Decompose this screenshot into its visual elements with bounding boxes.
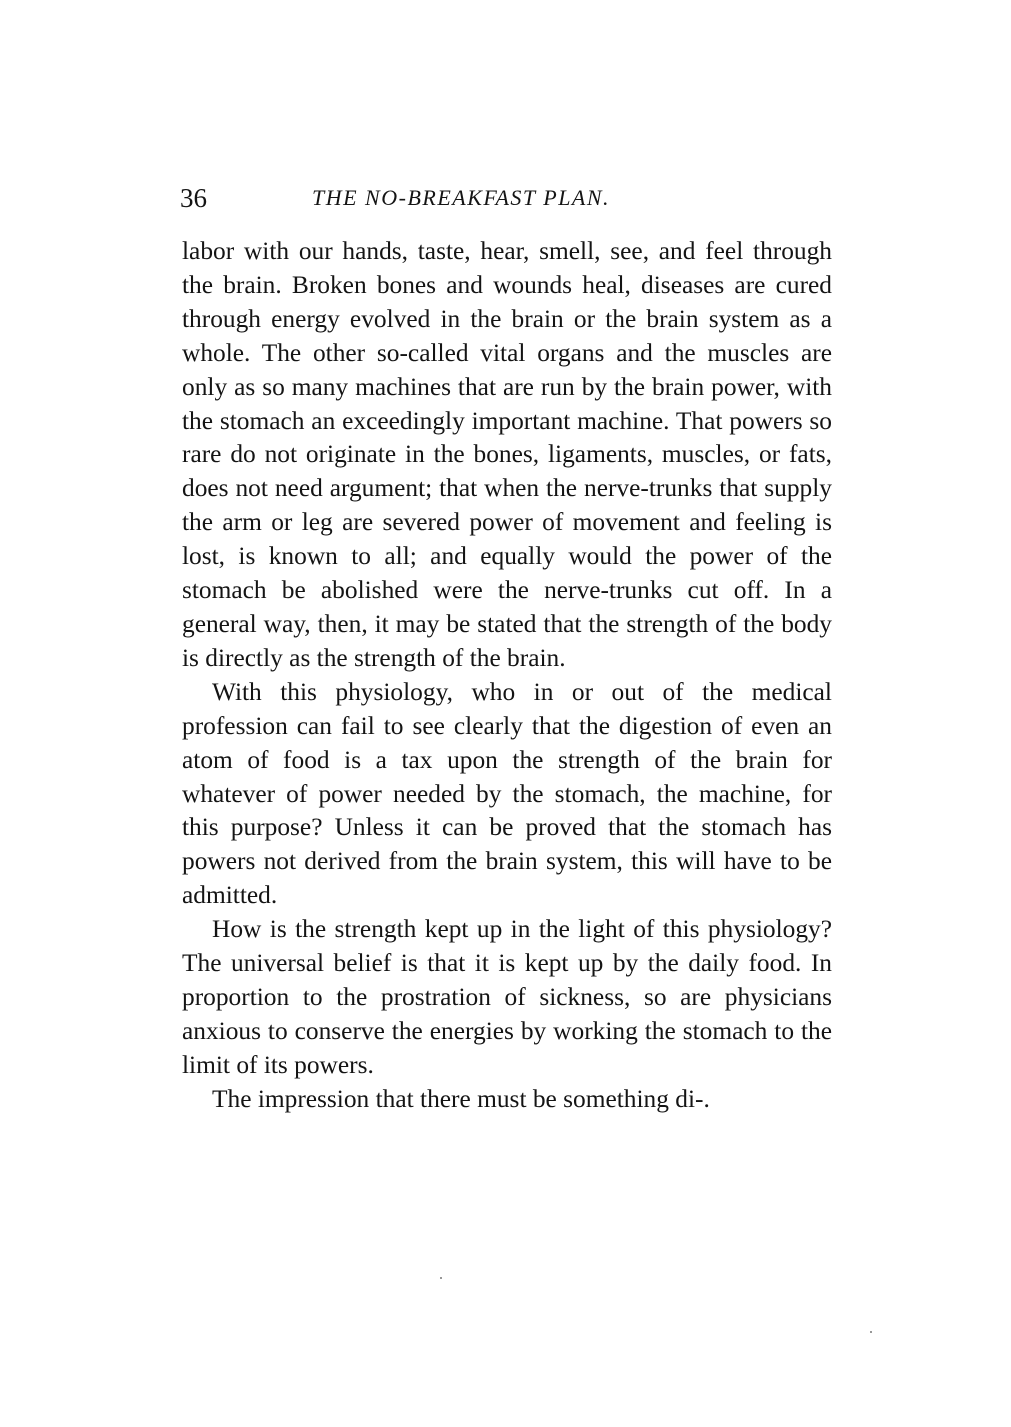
body-text [182, 235, 832, 1117]
scan-speck [870, 1331, 872, 1333]
paragraph: The impression that there must be something di-. [212, 1084, 710, 1113]
paragraph: labor with our hands, taste, hear, smell, see, and feel through the brain. Broken bones and wounds heal, diseases are cured through energy evolved in the brain or the brain system as a whole. The other so-called vital organs and the muscles are only as so many machines that are run by the brain power, with the stomach an exceedingly important machine. That powers so rare do not originate in the bones, ligaments, muscles, or fats, does not need argument; that when the nerve-trunks that supply the arm or leg are severed power of movement and feeling is lost, is known to all; and equally would the power of the stomach be abolished were the nerve-trunks cut off. In a general way, then, it may be stated that the strength of the body is directly as the strength of the brain. [182, 237, 832, 672]
running-title: THE NO-BREAKFAST PLAN. [312, 185, 611, 210]
paragraph: With this physiology, who in or out of the medical profession can fail to see clearly that the digestion of even an atom of food is a tax upon the strength of the brain for whatever of power needed by the stomach, the machine, for this purpose? Unless it can be proved that the stomach has powers not derived from the brain system, this will have to be admitted. [182, 677, 832, 910]
paragraph: How is the strength kept up in the light of this physiology? The universal belief is that it is kept up by the daily food. In proportion to the prostration of sickness, so are physicians anxious to conserve the energies by working the stomach to the limit of its powers. [182, 915, 832, 1079]
scan-speck [440, 1277, 442, 1279]
page-header [180, 180, 840, 220]
page-number: 36 [180, 183, 207, 213]
